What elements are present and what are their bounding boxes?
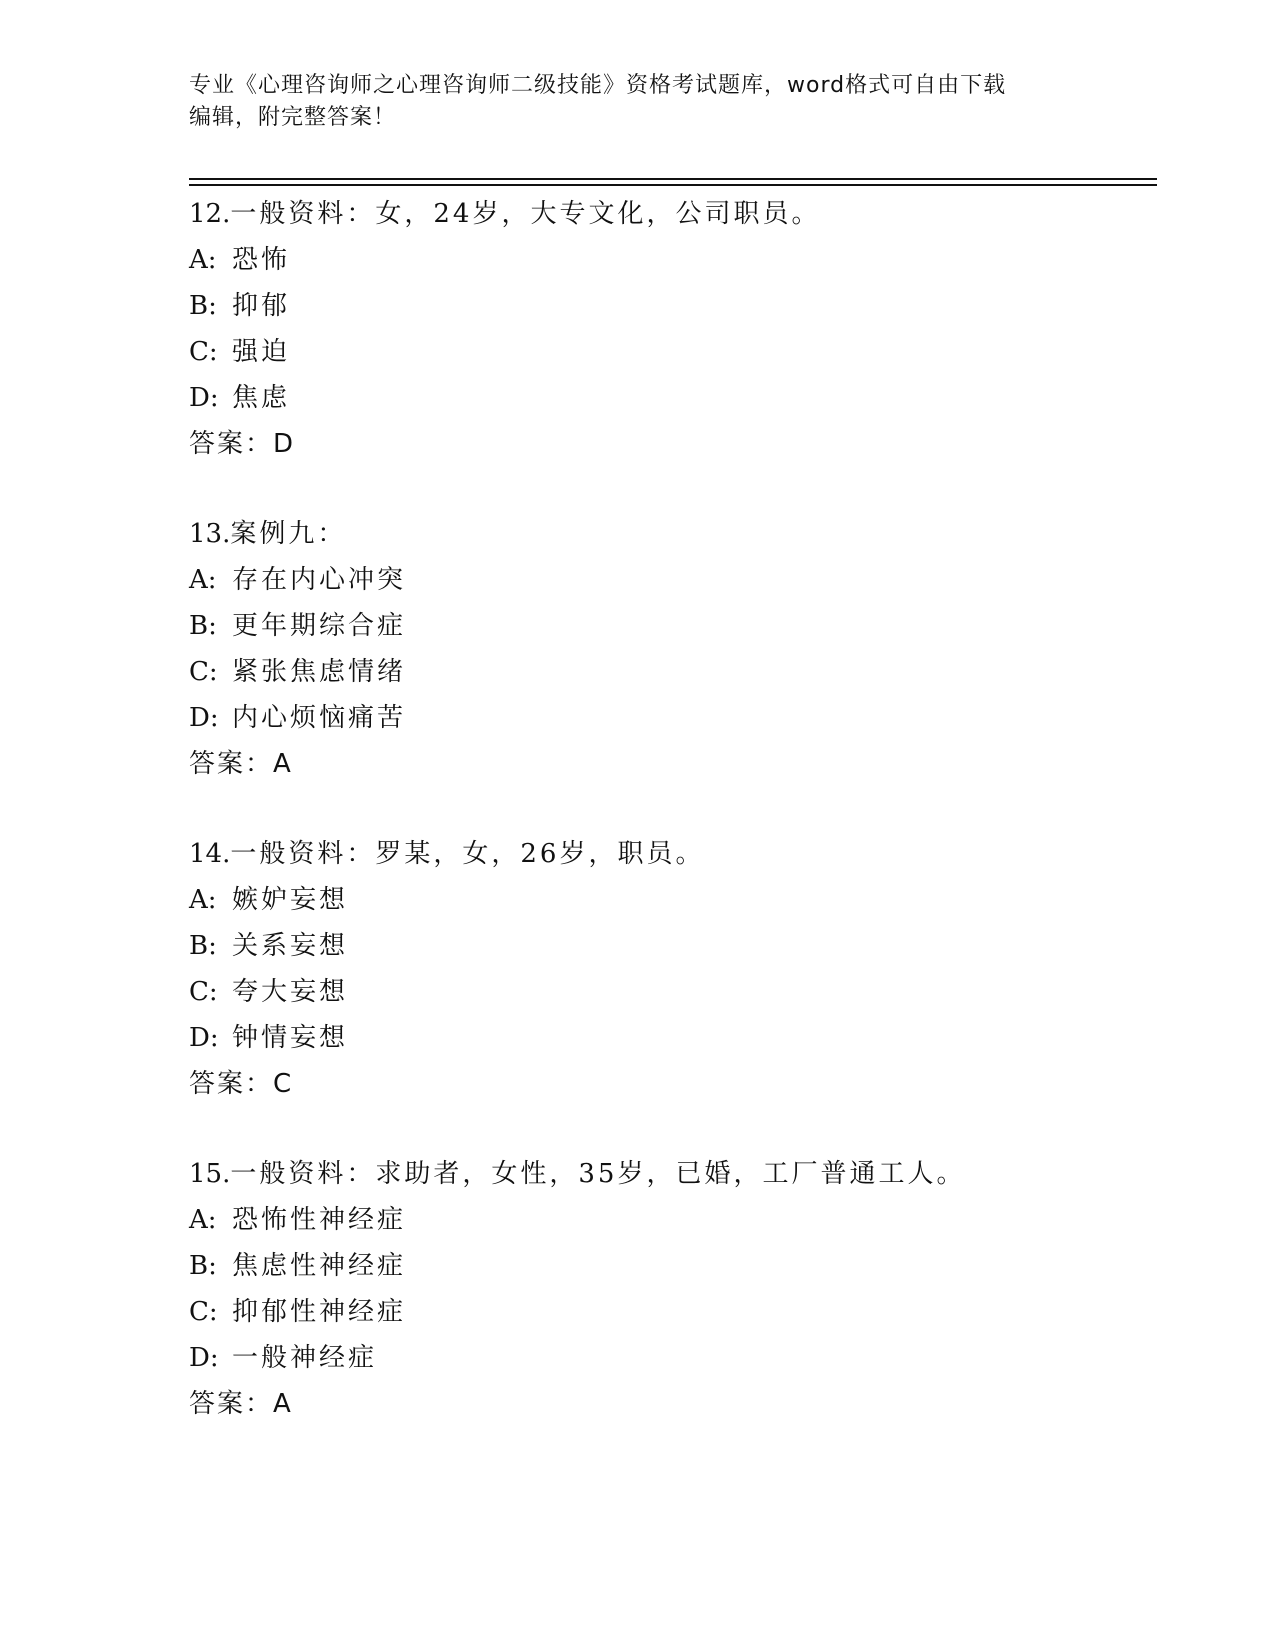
document-header bbox=[189, 70, 1079, 134]
question-number: 14. bbox=[189, 839, 231, 869]
option-letter: B: bbox=[189, 931, 217, 961]
option-letter: A: bbox=[189, 245, 217, 275]
option-d bbox=[189, 695, 1139, 741]
option-text: 紧张焦虑情绪 bbox=[232, 657, 407, 687]
question-text: 案例九： bbox=[230, 519, 347, 549]
option-text: 夸大妄想 bbox=[232, 977, 349, 1007]
option-letter: B: bbox=[189, 291, 217, 321]
option-a bbox=[189, 237, 1139, 283]
option-letter: B: bbox=[189, 1251, 217, 1281]
option-c bbox=[189, 1289, 1139, 1335]
header-line-1: 专业《心理咨询师之心理咨询师二级技能》资格考试题库，word格式可自由下载 bbox=[189, 73, 1007, 98]
question-15 bbox=[189, 1151, 1139, 1427]
option-text: 钟情妄想 bbox=[232, 1023, 349, 1053]
question-13 bbox=[189, 511, 1139, 787]
option-letter: C: bbox=[189, 337, 218, 367]
option-letter: A: bbox=[189, 1205, 217, 1235]
option-a bbox=[189, 877, 1139, 923]
option-b bbox=[189, 603, 1139, 649]
question-stem bbox=[189, 831, 1139, 877]
question-stem bbox=[189, 511, 1139, 557]
option-text: 恐怖性神经症 bbox=[232, 1205, 407, 1235]
option-text: 焦虑 bbox=[232, 383, 291, 413]
option-letter: C: bbox=[189, 1297, 218, 1327]
option-letter: C: bbox=[189, 977, 218, 1007]
question-stem bbox=[189, 1151, 1139, 1197]
option-a bbox=[189, 557, 1139, 603]
option-b bbox=[189, 923, 1139, 969]
option-d bbox=[189, 1335, 1139, 1381]
option-c bbox=[189, 329, 1139, 375]
header-divider-bottom bbox=[189, 184, 1157, 186]
question-14 bbox=[189, 831, 1139, 1107]
option-c bbox=[189, 969, 1139, 1015]
option-letter: D: bbox=[189, 703, 219, 733]
option-text: 内心烦恼痛苦 bbox=[232, 703, 407, 733]
option-text: 嫉妒妄想 bbox=[232, 885, 349, 915]
option-text: 焦虑性神经症 bbox=[232, 1251, 407, 1281]
option-d bbox=[189, 1015, 1139, 1061]
option-text: 更年期综合症 bbox=[232, 611, 407, 641]
option-b bbox=[189, 1243, 1139, 1289]
option-text: 强迫 bbox=[232, 337, 291, 367]
question-list bbox=[189, 191, 1139, 1427]
question-stem bbox=[189, 191, 1139, 237]
question-text: 一般资料：求助者，女性，35岁，已婚，工厂普通工人。 bbox=[230, 1159, 966, 1189]
option-letter: A: bbox=[189, 565, 217, 595]
question-number: 12. bbox=[189, 199, 231, 229]
answer-line: 答案：D bbox=[189, 429, 296, 459]
header-line-2: 编辑，附完整答案！ bbox=[189, 105, 397, 130]
question-text: 一般资料：女，24岁，大专文化，公司职员。 bbox=[230, 199, 821, 229]
question-text: 一般资料：罗某，女，26岁，职员。 bbox=[230, 839, 705, 869]
option-a bbox=[189, 1197, 1139, 1243]
answer-line: 答案：A bbox=[189, 749, 293, 779]
option-text: 关系妄想 bbox=[232, 931, 349, 961]
option-b bbox=[189, 283, 1139, 329]
header-divider-top bbox=[189, 178, 1157, 180]
option-text: 抑郁 bbox=[232, 291, 291, 321]
option-letter: B: bbox=[189, 611, 217, 641]
question-12 bbox=[189, 191, 1139, 467]
option-letter: D: bbox=[189, 1343, 219, 1373]
option-d bbox=[189, 375, 1139, 421]
option-text: 抑郁性神经症 bbox=[232, 1297, 407, 1327]
answer-line: 答案：A bbox=[189, 1389, 293, 1419]
option-text: 存在内心冲突 bbox=[232, 565, 407, 595]
option-letter: A: bbox=[189, 885, 217, 915]
option-letter: D: bbox=[189, 1023, 219, 1053]
option-c bbox=[189, 649, 1139, 695]
question-number: 13. bbox=[189, 519, 231, 549]
option-letter: D: bbox=[189, 383, 219, 413]
option-text: 恐怖 bbox=[232, 245, 291, 275]
question-number: 15. bbox=[189, 1159, 231, 1189]
option-text: 一般神经症 bbox=[232, 1343, 378, 1373]
option-letter: C: bbox=[189, 657, 218, 687]
answer-line: 答案：C bbox=[189, 1069, 294, 1099]
